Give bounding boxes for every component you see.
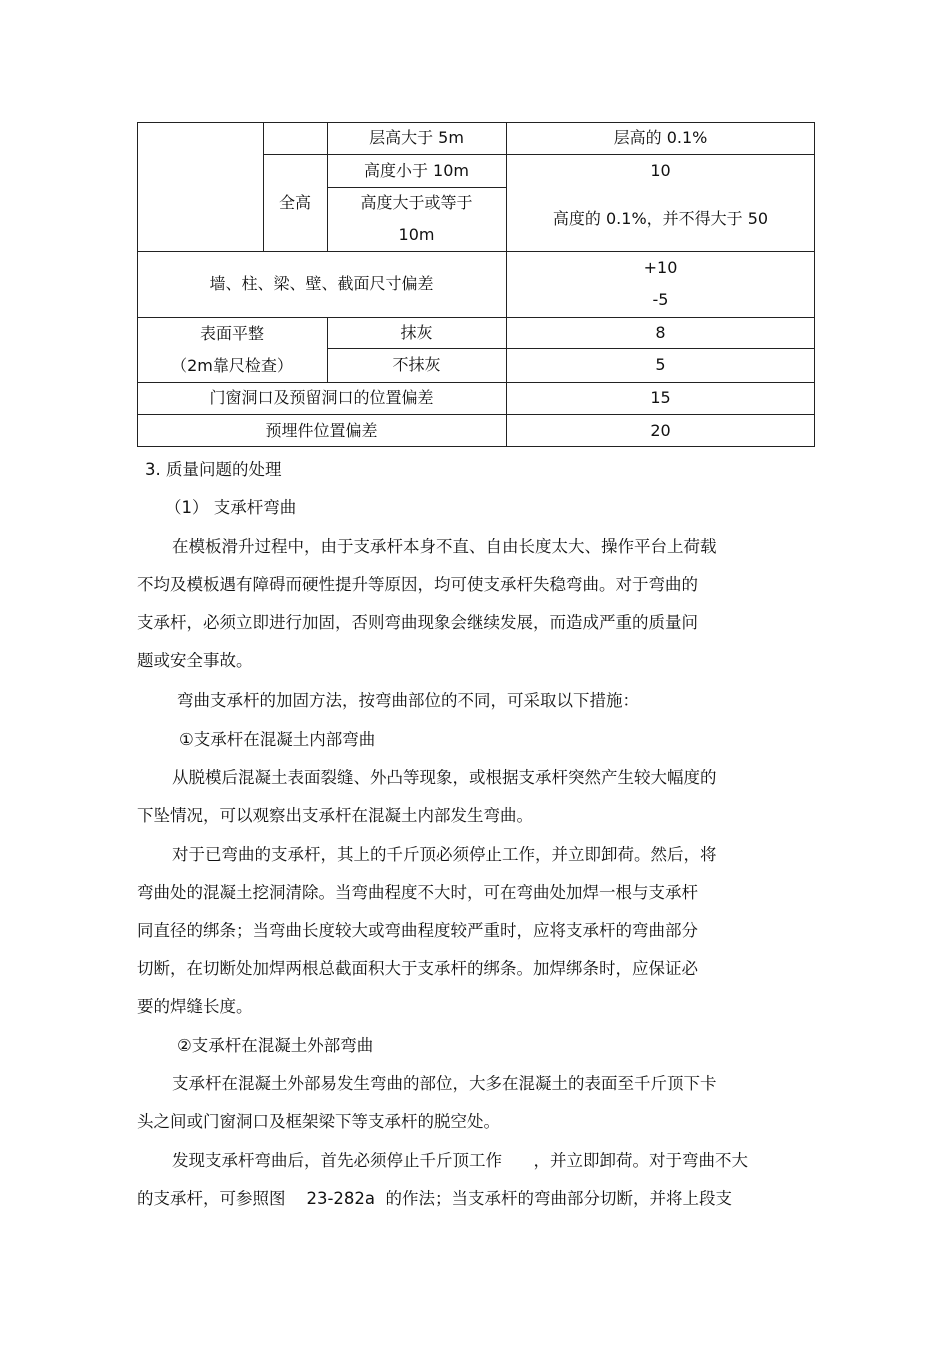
paragraph-line: 不均及模板遇有障碍而硬性提升等原因，均可使支承杆失稳弯曲。对于弯曲的 xyxy=(137,575,698,594)
paragraph-line: 在模板滑升过程中，由于支承杆本身不直、自由长度太大、操作平台上荷载 xyxy=(172,537,717,556)
cell-text: 层高大于 5m xyxy=(369,128,464,147)
section-heading: 3. 质量问题的处理 xyxy=(145,460,282,479)
cell-text: 门窗洞口及预留洞口的位置偏差 xyxy=(209,388,434,407)
row-height-lt10-item xyxy=(327,154,506,187)
cell-text: 层高的 0.1% xyxy=(613,128,708,147)
cell-text-line1: 高度大于或等于 xyxy=(360,193,473,212)
row-height-lt10-value xyxy=(506,154,815,187)
cell-text: 8 xyxy=(655,322,666,342)
paragraph-line: 支承杆在混凝土外部易发生弯曲的部位，大多在混凝土的表面至千斤顶下卡 xyxy=(172,1074,717,1093)
paragraph-line: 头之间或门窗洞口及框架梁下等支承杆的脱空处。 xyxy=(137,1112,500,1131)
cell-text: 高度的 0.1%，并不得大于 50 xyxy=(552,209,769,228)
paragraph-line: 从脱模后混凝土表面裂缝、外凸等现象，或根据支承杆突然产生较大幅度的 xyxy=(172,768,717,787)
list-item-heading: ①支承杆在混凝土内部弯曲 xyxy=(179,730,376,749)
wall-section-value xyxy=(506,251,815,317)
paragraph-line: 题或安全事故。 xyxy=(137,651,253,670)
embedded-part-label xyxy=(137,414,506,447)
paragraph-line: 的支承杆，可参照图 23-282a 的作法；当支承杆的弯曲部分切断，并将上段支 xyxy=(137,1189,733,1208)
cell-text-line1: +10 xyxy=(643,258,678,277)
cell-text: 抹灰 xyxy=(400,322,433,342)
cell-text-line2: 10m xyxy=(398,225,435,244)
paragraph-line: 弯曲支承杆的加固方法，按弯曲部位的不同，可采取以下措施： xyxy=(177,691,639,710)
list-item-heading: ②支承杆在混凝土外部弯曲 xyxy=(177,1036,374,1055)
cell-text: 5 xyxy=(655,355,666,374)
cell-text: 高度小于 10m xyxy=(363,160,470,180)
plaster-label xyxy=(327,317,506,348)
opening-position-value xyxy=(506,382,815,414)
no-plaster-value xyxy=(506,348,815,382)
row-height-ge10-value xyxy=(506,187,815,251)
surface-flatness-label xyxy=(137,317,327,382)
cell-text: 预埋件位置偏差 xyxy=(265,420,378,440)
paragraph-line: 对于已弯曲的支承杆，其上的千斤顶必须停止工作，并立即卸荷。然后，将 xyxy=(172,845,717,864)
paragraph-line: 支承杆，必须立即进行加固，否则弯曲现象会继续发展，而造成严重的质量问 xyxy=(137,613,698,632)
cell-text-line2: -5 xyxy=(652,290,669,309)
paragraph-line: 同直径的绑条；当弯曲长度较大或弯曲程度较严重时，应将支承杆的弯曲部分 xyxy=(137,921,698,940)
cell-text: 10 xyxy=(650,160,671,180)
paragraph-line: 下坠情况，可以观察出支承杆在混凝土内部发生弯曲。 xyxy=(137,806,533,825)
paragraph-line: 切断，在切断处加焊两根总截面积大于支承杆的绑条。加焊绑条时，应保证必 xyxy=(137,959,698,978)
paragraph-line: 要的焊缝长度。 xyxy=(137,997,253,1016)
cell-text: 15 xyxy=(650,388,671,407)
cell-text: 墙、柱、梁、壁、截面尺寸偏差 xyxy=(209,274,434,293)
opening-position-label xyxy=(137,382,506,414)
cell-text: 全高 xyxy=(278,192,311,212)
cell-text: 不抹灰 xyxy=(392,355,441,374)
row-height-ge10-item xyxy=(327,187,506,251)
row-floor-height-value xyxy=(506,122,815,154)
cell-text-line1: 表面平整 xyxy=(199,323,264,343)
tolerance-table xyxy=(137,122,815,447)
subsection-heading: （1） 支承杆弯曲 xyxy=(165,498,297,517)
embedded-part-value xyxy=(506,414,815,447)
row-floor-height-item xyxy=(327,122,506,154)
cell-text: 20 xyxy=(650,420,671,440)
paragraph-line: 发现支承杆弯曲后，首先必须停止千斤顶工作 ，并立即卸荷。对于弯曲不大 xyxy=(172,1151,748,1170)
plaster-value xyxy=(506,317,815,348)
no-plaster-label xyxy=(327,348,506,382)
cell-text-line2: （2m靠尺检查） xyxy=(171,355,293,375)
full-height-label xyxy=(263,154,327,251)
wall-section-label xyxy=(137,251,506,317)
paragraph-line: 弯曲处的混凝土挖洞清除。当弯曲程度不大时，可在弯曲处加焊一根与支承杆 xyxy=(137,883,698,902)
